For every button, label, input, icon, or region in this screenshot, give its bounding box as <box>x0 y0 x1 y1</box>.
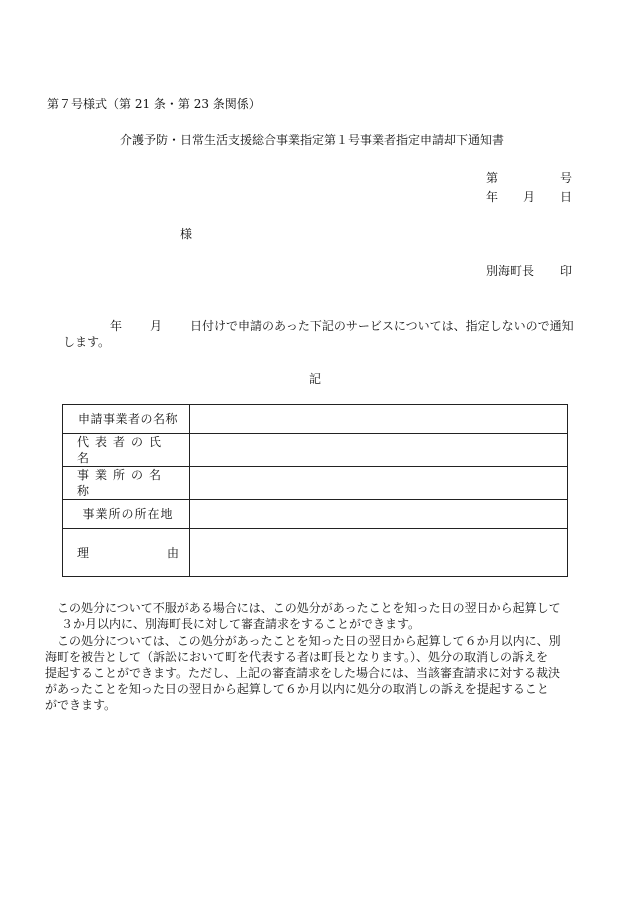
row-label-office-name: 事業所の名称 <box>77 468 168 498</box>
year-label: 年 <box>486 190 499 204</box>
row-label-representative-name: 代表者の氏名 <box>77 435 168 465</box>
reason-label-second: 由 <box>166 545 179 560</box>
addressee-suffix: 様 <box>180 227 193 241</box>
document-number <box>486 170 572 186</box>
row-label-reason <box>63 545 189 561</box>
table-label-cell <box>63 467 190 500</box>
number-prefix: 第 <box>486 171 499 185</box>
reason-field[interactable] <box>190 529 568 577</box>
document-title: 介護予防・日常生活支援総合事業指定第１号事業者指定申請却下通知書 <box>120 133 505 147</box>
table-row <box>63 529 568 577</box>
body-year: 年 <box>110 319 123 333</box>
form-number: 第７号様式（第 21 条・第 23 条関係） <box>47 97 261 111</box>
notes-p2-line-2: 海町を被告として（訴訟において町を代表する者は町長となります。）、処分の取消しの訴えを <box>45 650 549 664</box>
office-name-field[interactable] <box>190 467 568 500</box>
ki-heading: 記 <box>309 372 322 386</box>
issuer-name: 別海町長 <box>486 264 535 278</box>
notes-p1-line-2: ３か月以内に、別海町長に対して審査請求をすることができます。 <box>61 617 421 631</box>
issuer <box>486 263 572 279</box>
table-row <box>63 467 568 500</box>
row-label-applicant-name: 申請事業者の名称 <box>77 412 178 426</box>
table-label-cell <box>63 500 190 529</box>
notes-p2-line-3: 提起することができます。ただし、上記の審査請求をした場合には、当該審査請求に対する裁決 <box>45 666 561 680</box>
notes-paragraph-2 <box>45 633 590 713</box>
table-label-cell <box>63 405 190 434</box>
representative-name-field[interactable] <box>190 434 568 467</box>
table-row <box>63 500 568 529</box>
applicant-name-field[interactable] <box>190 405 568 434</box>
table-label-cell <box>63 529 190 577</box>
table-row <box>63 434 568 467</box>
body-month: 月 <box>150 319 163 333</box>
number-suffix: 号 <box>559 171 572 185</box>
body-text-line-1 <box>110 318 574 334</box>
reason-label-first: 理 <box>77 545 90 560</box>
table-label-cell <box>63 434 190 467</box>
office-address-field[interactable] <box>190 500 568 529</box>
row-label-office-address: 事業所の所在地 <box>82 507 174 521</box>
notes-p2-line-4: があったことを知った日の翌日から起算して６か月以内に処分の取消しの訴えを提起すること <box>45 682 549 696</box>
body-text-line-2: します。 <box>63 335 111 349</box>
notes-p2-line-5: ができます。 <box>45 698 117 712</box>
month-label: 月 <box>522 190 535 204</box>
notes-paragraph-1 <box>45 600 590 632</box>
issue-date <box>486 189 572 205</box>
day-label: 日 <box>559 190 572 204</box>
notes-p1-line-1: この処分について不服がある場合には、この処分があったことを知った日の翌日から起算して <box>57 601 561 615</box>
seal-mark: 印 <box>559 264 572 278</box>
details-table <box>62 404 568 577</box>
notes-p2-line-1: この処分については、この処分があったことを知った日の翌日から起算して６か月以内に、別 <box>57 634 561 648</box>
notes-section <box>45 600 590 714</box>
body-line1-text: 日付けで申請のあった下記のサービスについては、指定しないので通知 <box>190 319 574 333</box>
table-row <box>63 405 568 434</box>
